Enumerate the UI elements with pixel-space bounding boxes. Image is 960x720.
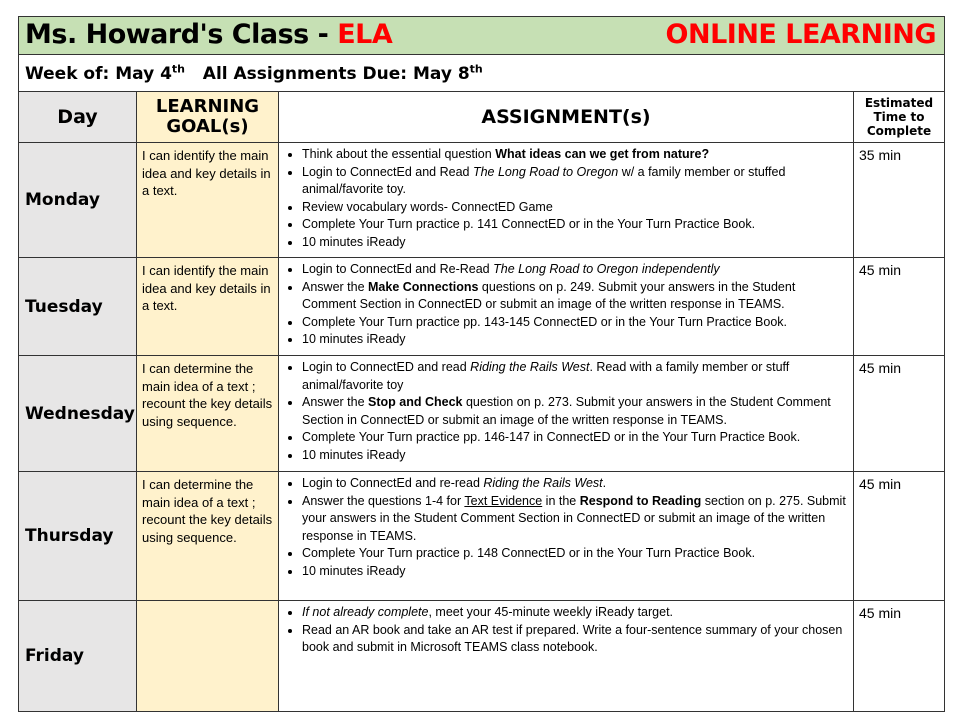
time-cell: 35 min (854, 143, 945, 258)
time-cell: 45 min (854, 356, 945, 472)
column-header-time: Estimated Time to Complete (854, 92, 945, 143)
list-item: • Login to ConnectED and read Riding the Rails West. Read with a family member or stuff animal/favorite toy (302, 359, 851, 394)
table-row-thursday (19, 472, 945, 601)
column-header-day: Day (19, 92, 137, 143)
day-cell: Friday (19, 601, 137, 712)
list-item: • 10 minutes iReady (302, 563, 851, 581)
goal-cell: I can determine the main idea of a text ; recount the key details using sequence. (137, 472, 279, 601)
list-item: • Login to ConnectEd and Re-Read The Long Road to Oregon independently (302, 261, 851, 279)
list-item: • Complete Your Turn practice pp. 146-147 in ConnectED or in the Your Turn Practice Book. (302, 429, 851, 447)
time-cell: 45 min (854, 258, 945, 356)
week-of-label: Week of: May 4th (25, 62, 186, 84)
list-item: • Review vocabulary words- ConnectED Game (302, 199, 851, 217)
assignment-cell (279, 258, 854, 356)
column-header-row (19, 92, 945, 143)
time-cell: 45 min (854, 472, 945, 601)
list-item: • Complete Your Turn practice pp. 143-145 ConnectED or in the Your Turn Practice Book. (302, 314, 851, 332)
title-row (19, 17, 945, 55)
list-item: • Login to ConnectEd and Read The Long Road to Oregon w/ a family member or stuffed animal/favorite toy. (302, 164, 851, 199)
list-item: • Read an AR book and take an AR test if prepared. Write a four-sentence summary of your chosen book and submit in Microsoft TEAMS class notebook. (302, 622, 851, 657)
column-header-goal: LEARNING GOAL(s) (137, 92, 279, 143)
list-item: • Login to ConnectEd and re-read Riding the Rails West. (302, 475, 851, 493)
goal-cell (137, 601, 279, 712)
table-row-wednesday (19, 356, 945, 472)
list-item: • Answer the Make Connections questions on p. 249. Submit your answers in the Student Comment Section in ConnectED or submit an image of the written response in TEAMS. (302, 279, 851, 314)
assignment-cell (279, 601, 854, 712)
assignment-cell (279, 356, 854, 472)
column-header-assignment: ASSIGNMENT(s) (279, 92, 854, 143)
day-cell: Wednesday (19, 356, 137, 472)
page-title: Ms. Howard's Class - ELA (25, 19, 393, 50)
list-item: • Answer the Stop and Check question on p. 273. Submit your answers in the Student Comment Section in ConnectED or submit an image of the written response in TEAMS. (302, 394, 851, 429)
online-learning-label: ONLINE LEARNING (665, 19, 936, 50)
goal-cell: I can determine the main idea of a text ; recount the key details using sequence. (137, 356, 279, 472)
day-cell: Thursday (19, 472, 137, 601)
subject-label: ELA (337, 19, 393, 50)
goal-cell: I can identify the main idea and key details in a text. (137, 258, 279, 356)
list-item: • Think about the essential question What ideas can we get from nature? (302, 146, 851, 164)
assignment-cell (279, 143, 854, 258)
assignment-cell (279, 472, 854, 601)
assignment-table (18, 16, 945, 712)
time-cell: 45 min (854, 601, 945, 712)
table-row-tuesday (19, 258, 945, 356)
title-banner (19, 17, 945, 55)
week-row (19, 55, 945, 92)
table-row-monday (19, 143, 945, 258)
list-item: • 10 minutes iReady (302, 331, 851, 349)
list-item: • If not already complete, meet your 45-minute weekly iReady target. (302, 604, 851, 622)
list-item: • 10 minutes iReady (302, 234, 851, 252)
list-item: • Answer the questions 1-4 for Text Evidence in the Respond to Reading section on p. 275. Submit your answers in the Student Comment Section in ConnectED or submit an image of the written response in TEAMS. (302, 493, 851, 546)
goal-cell: I can identify the main idea and key details in a text. (137, 143, 279, 258)
due-date-label: All Assignments Due: May 8th (202, 62, 483, 84)
list-item: • 10 minutes iReady (302, 447, 851, 465)
table-row-friday (19, 601, 945, 712)
list-item: • Complete Your Turn practice p. 148 ConnectED or in the Your Turn Practice Book. (302, 545, 851, 563)
day-cell: Tuesday (19, 258, 137, 356)
list-item: • Complete Your Turn practice p. 141 ConnectED or in the Your Turn Practice Book. (302, 216, 851, 234)
day-cell: Monday (19, 143, 137, 258)
week-info (19, 55, 945, 92)
